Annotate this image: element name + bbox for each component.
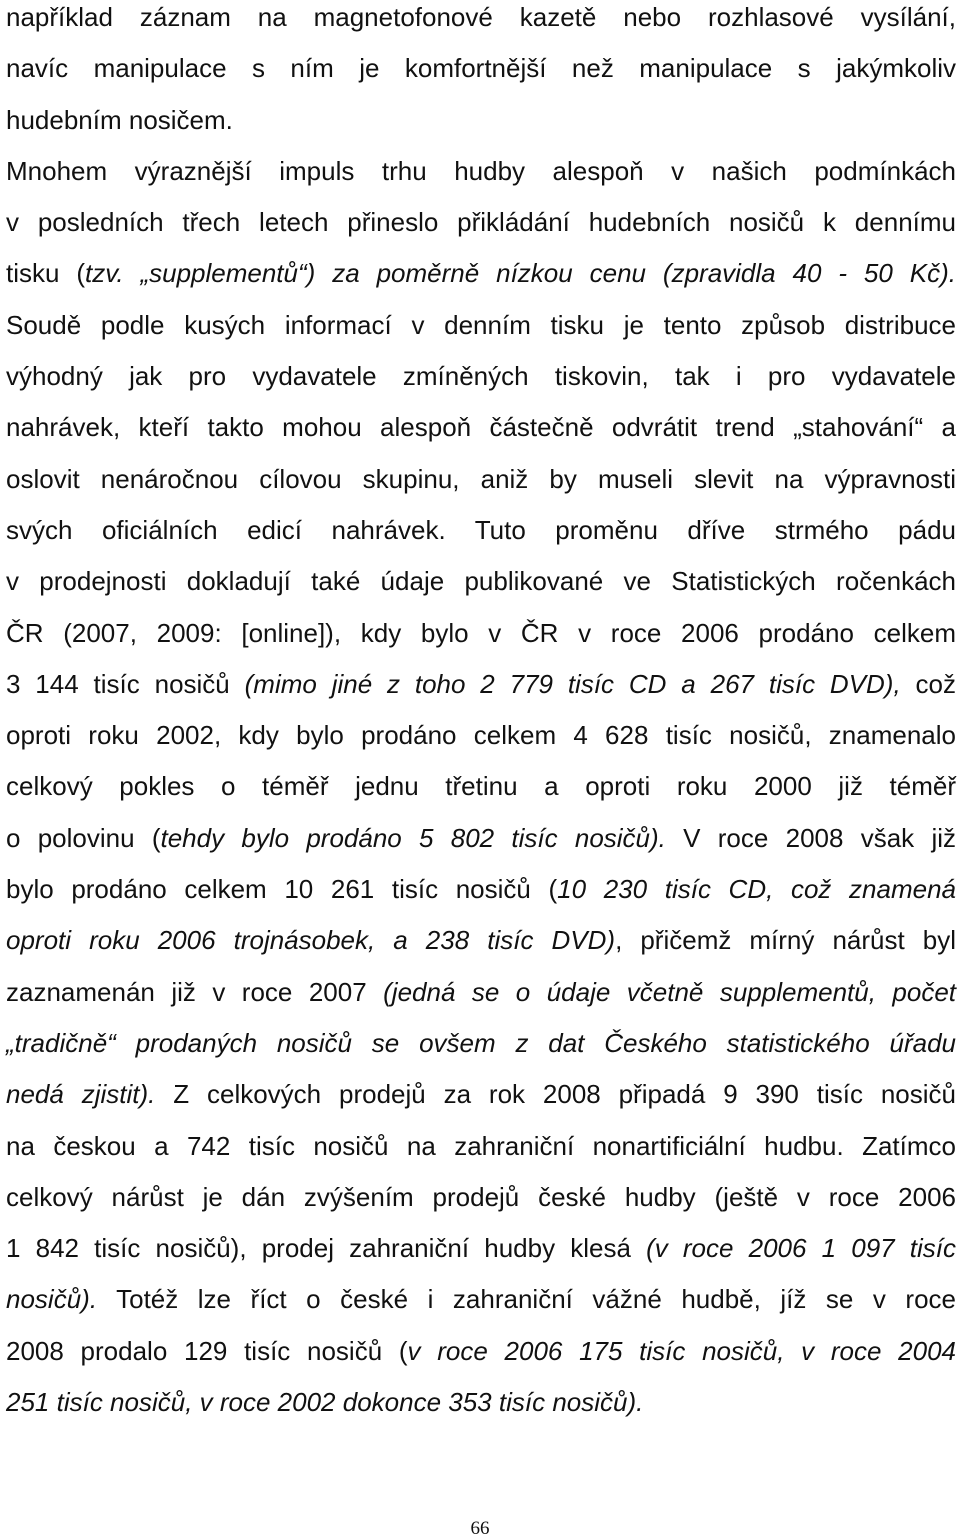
text-line xyxy=(6,608,956,659)
italic-text: nosičů). xyxy=(6,1284,98,1315)
text-segment: oproti roku 2002, kdy bylo prodáno celkem 4 628 tisíc nosičů, znamenalo xyxy=(6,720,956,751)
text-line xyxy=(6,915,956,966)
italic-text: tehdy bylo prodáno 5 802 tisíc nosičů). xyxy=(160,822,666,853)
text-segment: Totéž lze říct o české i zahraniční vážné hudbě, jíž se v roce xyxy=(97,1284,956,1315)
text-line xyxy=(6,813,956,864)
italic-text: (jedná se o údaje včetně supplementů, počet xyxy=(383,976,956,1007)
text-line xyxy=(6,454,956,505)
text-line xyxy=(6,659,956,710)
text-segment: celkový nárůst je dán zvýšením prodejů české hudby (ještě v roce 2006 xyxy=(6,1181,956,1212)
text-line xyxy=(6,1069,956,1120)
text-segment: výhodný jak pro vydavatele zmíněných tiskovin, tak i pro vydavatele xyxy=(6,361,956,392)
text-line xyxy=(6,43,956,94)
text-segment: například záznam na magnetofonové kazetě nebo rozhlasové vysílání, xyxy=(6,2,956,32)
italic-text: 251 tisíc nosičů, v roce 2002 dokonce 353 tisíc nosičů). xyxy=(6,1387,644,1418)
text-line xyxy=(6,0,956,43)
text-segment: oslovit nenáročnou cílovou skupinu, aniž by museli slevit na výpravnosti xyxy=(6,463,956,494)
text-segment: celkový pokles o téměř jednu třetinu a oproti roku 2000 již téměř xyxy=(6,771,956,802)
text-line xyxy=(6,1121,956,1172)
text-segment: , přičemž mírný nárůst byl xyxy=(615,925,956,956)
text-line xyxy=(6,402,956,453)
text-segment: ČR (2007, 2009: [online]), kdy bylo v ČR v roce 2006 prodáno celkem xyxy=(6,617,956,648)
text-segment: Soudě podle kusých informací v denním tisku je tento způsob distribuce xyxy=(6,309,956,340)
text-line xyxy=(6,1018,956,1069)
text-segment: bylo prodáno celkem 10 261 tisíc nosičů ( xyxy=(6,874,558,905)
italic-text: nedá zjistit). xyxy=(6,1079,156,1110)
text-line xyxy=(6,1326,956,1377)
text-segment: 1 842 tisíc nosičů), prodej zahraniční hudby klesá xyxy=(6,1233,647,1264)
text-line xyxy=(6,1377,956,1428)
text-line xyxy=(6,761,956,812)
italic-text: oproti roku 2006 trojnásobek, a 238 tisíc DVD) xyxy=(6,925,616,956)
italic-text: (v roce 2006 1 097 tisíc xyxy=(646,1233,956,1264)
text-segment: o polovinu ( xyxy=(6,822,161,853)
text-segment: nahrávek, kteří takto mohou alespoň částečně odvrátit trend „stahování“ a xyxy=(6,412,956,443)
text-line xyxy=(6,505,956,556)
text-segment: v posledních třech letech přineslo přikládání hudebních nosičů k dennímu xyxy=(6,207,956,238)
text-line xyxy=(6,967,956,1018)
text-line xyxy=(6,1223,956,1274)
text-segment: hudebním nosičem. xyxy=(6,104,233,135)
text-line xyxy=(6,351,956,402)
italic-text: v roce 2006 175 tisíc nosičů, v roce 2004 xyxy=(407,1335,956,1366)
text-line xyxy=(6,146,956,197)
italic-text: 10 230 tisíc CD, což znamená xyxy=(557,874,956,905)
text-segment: v prodejnosti dokladují také údaje publikované ve Statistických ročenkách xyxy=(6,566,956,597)
text-line xyxy=(6,1172,956,1223)
text-line xyxy=(6,556,956,607)
text-line xyxy=(6,864,956,915)
text-segment: V roce 2008 však již xyxy=(665,822,956,853)
text-line xyxy=(6,300,956,351)
text-line xyxy=(6,197,956,248)
text-line xyxy=(6,710,956,761)
text-line xyxy=(6,248,956,299)
italic-text: tzv. „supplementů“) za poměrně nízkou cenu (zpravidla 40 - 50 Kč). xyxy=(85,258,956,289)
text-segment: Mnohem výraznější impuls trhu hudby alespoň v našich podmínkách xyxy=(6,155,956,186)
text-segment: navíc manipulace s ním je komfortnější než manipulace s jakýmkoliv xyxy=(6,53,956,84)
body-text xyxy=(6,0,956,1428)
page-number: 66 xyxy=(470,1518,490,1539)
text-segment: Z celkových prodejů za rok 2008 připadá 9 390 tisíc nosičů xyxy=(155,1079,956,1110)
text-segment: zaznamenán již v roce 2007 xyxy=(6,976,384,1007)
text-segment: 2008 prodalo 129 tisíc nosičů ( xyxy=(6,1335,408,1366)
text-segment: 3 144 tisíc nosičů xyxy=(6,668,245,699)
text-segment: tisku ( xyxy=(6,258,86,289)
text-line xyxy=(6,95,956,146)
italic-text: (mimo jiné z toho 2 779 tisíc CD a 267 tisíc DVD), xyxy=(244,668,901,699)
text-segment: svých oficiálních edicí nahrávek. Tuto proměnu dříve strmého pádu xyxy=(6,514,956,545)
text-segment: což xyxy=(900,668,957,699)
text-segment: na českou a 742 tisíc nosičů na zahraniční nonartificiální hudbu. Zatímco xyxy=(6,1130,956,1161)
text-line xyxy=(6,1274,956,1325)
italic-text: „tradičně“ prodaných nosičů se ovšem z dat Českého statistického úřadu xyxy=(6,1027,956,1058)
